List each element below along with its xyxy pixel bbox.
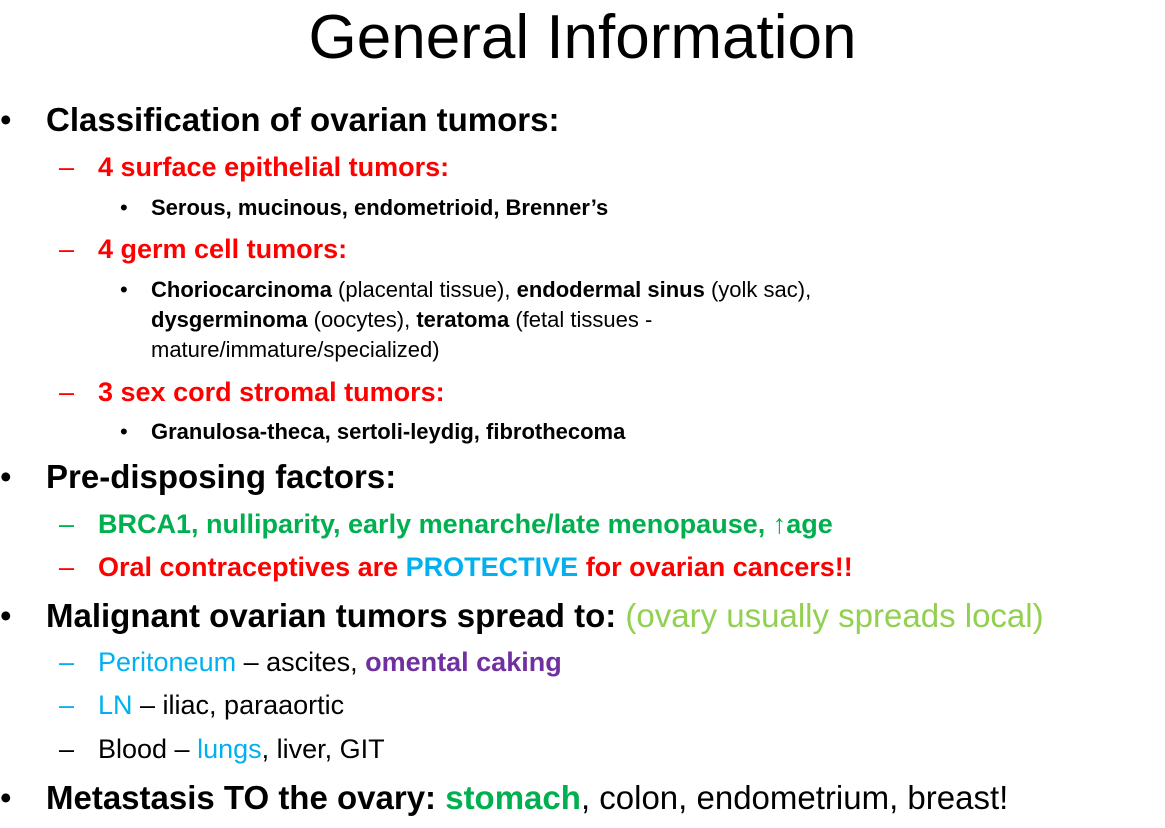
spread-ln: LN – iliac, paraaortic (98, 690, 345, 720)
spread-heading: Malignant ovarian tumors spread to: (ovary usually spreads local) (46, 597, 1044, 634)
dash: – (59, 509, 75, 539)
oral-contraceptives-note: Oral contraceptives are PROTECTIVE for ovarian cancers!! (98, 552, 853, 582)
germ-heading: 4 germ cell tumors: (98, 234, 348, 264)
dash: – (59, 734, 75, 764)
dash: – (59, 377, 75, 407)
page-title: General Information (308, 3, 857, 72)
dash: – (59, 234, 75, 264)
classification-heading: Classification of ovarian tumors: (46, 101, 560, 138)
germ-list-line2: dysgerminoma (oocytes), teratoma (fetal tissues - (151, 307, 653, 332)
spread-blood: Blood – lungs, liver, GIT (98, 734, 385, 764)
bullet: • (0, 458, 12, 495)
bullet: • (120, 195, 128, 220)
germ-list-line1: Choriocarcinoma (placental tissue), endodermal sinus (yolk sac), (151, 277, 812, 302)
bullet: • (120, 419, 128, 444)
dash: – (59, 647, 75, 677)
spread-peritoneum: Peritoneum – ascites, omental caking (98, 647, 562, 677)
epithelial-list: Serous, mucinous, endometrioid, Brenner’s (151, 195, 609, 220)
risk-factors: BRCA1, nulliparity, early menarche/late menopause, ↑age (98, 509, 833, 539)
dash: – (59, 552, 75, 582)
sexcord-list: Granulosa-theca, sertoli-leydig, fibrothecoma (151, 419, 626, 444)
bullet: • (0, 101, 12, 138)
factors-heading: Pre-disposing factors: (46, 458, 397, 495)
bullet: • (0, 779, 12, 816)
bullet: • (0, 597, 12, 634)
sexcord-heading: 3 sex cord stromal tumors: (98, 377, 445, 407)
germ-list-line3: mature/immature/specialized) (151, 337, 440, 362)
dash: – (59, 690, 75, 720)
metastasis-line: Metastasis TO the ovary: stomach, colon, endometrium, breast! (46, 779, 1009, 816)
dash: – (59, 152, 75, 182)
bullet: • (120, 277, 128, 302)
epithelial-heading: 4 surface epithelial tumors: (98, 152, 450, 182)
